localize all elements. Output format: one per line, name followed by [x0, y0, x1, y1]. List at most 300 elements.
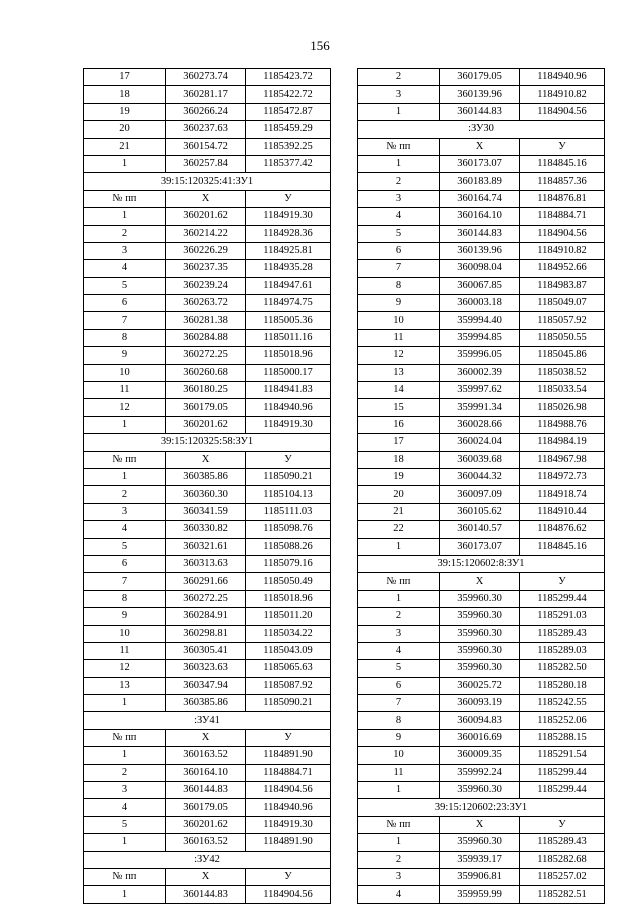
x-coordinate: 360179.05 — [166, 399, 246, 416]
x-coordinate: 360341.59 — [166, 503, 246, 520]
y-coordinate: 1184891.90 — [246, 834, 331, 851]
point-number: 3 — [358, 190, 440, 207]
table-row — [84, 555, 331, 572]
table-row — [358, 173, 605, 190]
y-coordinate: 1184941.83 — [246, 382, 331, 399]
table-row — [358, 764, 605, 781]
column-header-x: X — [166, 868, 246, 885]
table-row — [358, 538, 605, 555]
parcel-title-row — [358, 121, 605, 138]
x-coordinate: 360360.30 — [166, 486, 246, 503]
y-coordinate: 1185065.63 — [246, 660, 331, 677]
y-coordinate: 1184891.90 — [246, 747, 331, 764]
y-coordinate: 1185034.22 — [246, 625, 331, 642]
y-coordinate: 1185252.06 — [520, 712, 605, 729]
x-coordinate: 360163.52 — [166, 747, 246, 764]
parcel-title-row — [84, 173, 331, 190]
table-row — [84, 695, 331, 712]
column-header-x: X — [440, 138, 520, 155]
x-coordinate: 360144.83 — [166, 782, 246, 799]
table-row — [358, 695, 605, 712]
point-number: 20 — [84, 121, 166, 138]
table-row — [358, 503, 605, 520]
table-row — [358, 642, 605, 659]
point-number: 22 — [358, 521, 440, 538]
y-coordinate: 1184919.30 — [246, 816, 331, 833]
column-header-row — [84, 868, 331, 885]
table-row — [358, 190, 605, 207]
point-number: 10 — [84, 364, 166, 381]
table-row — [84, 677, 331, 694]
y-coordinate: 1184972.73 — [520, 468, 605, 485]
column-header-y: У — [246, 451, 331, 468]
x-coordinate: 360179.05 — [166, 799, 246, 816]
point-number: 2 — [358, 608, 440, 625]
y-coordinate: 1185045.86 — [520, 347, 605, 364]
column-header-x: X — [440, 816, 520, 833]
column-header-number: № пп — [84, 451, 166, 468]
x-coordinate: 360044.32 — [440, 468, 520, 485]
x-coordinate: 360024.04 — [440, 434, 520, 451]
x-coordinate: 360281.38 — [166, 312, 246, 329]
table-row — [84, 886, 331, 903]
x-coordinate: 360173.07 — [440, 155, 520, 172]
y-coordinate: 1184876.62 — [520, 521, 605, 538]
column-header-x: X — [166, 729, 246, 746]
y-coordinate: 1185011.20 — [246, 608, 331, 625]
right-column — [357, 68, 605, 904]
table-row — [358, 486, 605, 503]
parcel-title: 39:15:120325:41:ЗУ1 — [84, 173, 331, 190]
point-number: 1 — [84, 208, 166, 225]
point-number: 14 — [358, 382, 440, 399]
y-coordinate: 1185423.72 — [246, 69, 331, 86]
point-number: 12 — [84, 399, 166, 416]
point-number: 1 — [84, 747, 166, 764]
x-coordinate: 360201.62 — [166, 208, 246, 225]
table-row — [358, 886, 605, 903]
table-row — [84, 155, 331, 172]
column-header-number: № пп — [358, 816, 440, 833]
x-coordinate: 360179.05 — [440, 69, 520, 86]
point-number: 1 — [84, 834, 166, 851]
x-coordinate: 360201.62 — [166, 816, 246, 833]
x-coordinate: 360263.72 — [166, 295, 246, 312]
point-number: 4 — [84, 521, 166, 538]
table-row — [358, 729, 605, 746]
x-coordinate: 359960.30 — [440, 590, 520, 607]
point-number: 9 — [84, 608, 166, 625]
y-coordinate: 1185242.55 — [520, 695, 605, 712]
y-coordinate: 1185422.72 — [246, 86, 331, 103]
x-coordinate: 360183.89 — [440, 173, 520, 190]
y-coordinate: 1185104.13 — [246, 486, 331, 503]
x-coordinate: 359939.17 — [440, 851, 520, 868]
y-coordinate: 1185057.92 — [520, 312, 605, 329]
y-coordinate: 1184919.30 — [246, 208, 331, 225]
x-coordinate: 360214.22 — [166, 225, 246, 242]
point-number: 1 — [358, 782, 440, 799]
x-coordinate: 360298.81 — [166, 625, 246, 642]
table-row — [84, 103, 331, 120]
x-coordinate: 360385.86 — [166, 695, 246, 712]
point-number: 3 — [84, 782, 166, 799]
table-row — [84, 782, 331, 799]
x-coordinate: 360144.83 — [440, 103, 520, 120]
x-coordinate: 360313.63 — [166, 555, 246, 572]
x-coordinate: 360237.63 — [166, 121, 246, 138]
y-coordinate: 1185289.43 — [520, 834, 605, 851]
column-header-x: X — [166, 190, 246, 207]
point-number: 7 — [358, 260, 440, 277]
y-coordinate: 1185087.92 — [246, 677, 331, 694]
parcel-title: 39:15:120325:58:ЗУ1 — [84, 434, 331, 451]
x-coordinate: 359997.62 — [440, 382, 520, 399]
table-row — [84, 834, 331, 851]
x-coordinate: 360291.66 — [166, 573, 246, 590]
x-coordinate: 360272.25 — [166, 590, 246, 607]
point-number: 1 — [84, 468, 166, 485]
point-number: 4 — [84, 260, 166, 277]
parcel-title-row — [84, 851, 331, 868]
y-coordinate: 1185005.36 — [246, 312, 331, 329]
y-coordinate: 1185111.03 — [246, 503, 331, 520]
parcel-title-row — [358, 555, 605, 572]
x-coordinate: 359996.05 — [440, 347, 520, 364]
table-row — [84, 242, 331, 259]
table-row — [84, 538, 331, 555]
y-coordinate: 1185459.29 — [246, 121, 331, 138]
y-coordinate: 1184910.82 — [520, 86, 605, 103]
point-number: 3 — [358, 86, 440, 103]
y-coordinate: 1185090.21 — [246, 695, 331, 712]
table-row — [358, 608, 605, 625]
point-number: 3 — [84, 242, 166, 259]
point-number: 1 — [84, 695, 166, 712]
table-row — [358, 625, 605, 642]
table-row — [358, 677, 605, 694]
x-coordinate: 360323.63 — [166, 660, 246, 677]
table-row — [84, 260, 331, 277]
x-coordinate: 359960.30 — [440, 608, 520, 625]
point-number: 18 — [84, 86, 166, 103]
point-number: 17 — [84, 69, 166, 86]
x-coordinate: 359960.30 — [440, 834, 520, 851]
y-coordinate: 1184952.66 — [520, 260, 605, 277]
table-row — [84, 642, 331, 659]
point-number: 5 — [84, 538, 166, 555]
y-coordinate: 1184947.61 — [246, 277, 331, 294]
table-row — [84, 121, 331, 138]
x-coordinate: 360144.83 — [440, 225, 520, 242]
x-coordinate: 360284.88 — [166, 329, 246, 346]
point-number: 5 — [358, 660, 440, 677]
point-number: 11 — [84, 642, 166, 659]
parcel-title-row — [358, 799, 605, 816]
parcel-title: 39:15:120602:8:ЗУ1 — [358, 555, 605, 572]
y-coordinate: 1184940.96 — [520, 69, 605, 86]
point-number: 3 — [358, 625, 440, 642]
parcel-title: :ЗУ41 — [84, 712, 331, 729]
table-row — [84, 468, 331, 485]
y-coordinate: 1184884.71 — [246, 764, 331, 781]
x-coordinate: 359994.85 — [440, 329, 520, 346]
x-coordinate: 360139.96 — [440, 242, 520, 259]
x-coordinate: 360028.66 — [440, 416, 520, 433]
column-header-y: У — [246, 729, 331, 746]
table-row — [84, 312, 331, 329]
x-coordinate: 360257.84 — [166, 155, 246, 172]
y-coordinate: 1185098.76 — [246, 521, 331, 538]
point-number: 5 — [358, 225, 440, 242]
table-row — [358, 242, 605, 259]
column-header-number: № пп — [358, 573, 440, 590]
y-coordinate: 1185018.96 — [246, 347, 331, 364]
y-coordinate: 1185280.18 — [520, 677, 605, 694]
y-coordinate: 1185090.21 — [246, 468, 331, 485]
column-header-y: У — [520, 573, 605, 590]
point-number: 9 — [358, 729, 440, 746]
table-row — [358, 208, 605, 225]
y-coordinate: 1185043.09 — [246, 642, 331, 659]
x-coordinate: 359960.30 — [440, 642, 520, 659]
point-number: 21 — [358, 503, 440, 520]
point-number: 6 — [84, 295, 166, 312]
y-coordinate: 1184845.16 — [520, 538, 605, 555]
y-coordinate: 1185282.50 — [520, 660, 605, 677]
point-number: 10 — [84, 625, 166, 642]
parcel-title-row — [84, 434, 331, 451]
table-row — [358, 468, 605, 485]
x-coordinate: 360164.74 — [440, 190, 520, 207]
y-coordinate: 1184910.82 — [520, 242, 605, 259]
table-row — [84, 208, 331, 225]
y-coordinate: 1185049.07 — [520, 295, 605, 312]
y-coordinate: 1184988.76 — [520, 416, 605, 433]
x-coordinate: 360237.35 — [166, 260, 246, 277]
y-coordinate: 1185000.17 — [246, 364, 331, 381]
x-coordinate: 360025.72 — [440, 677, 520, 694]
table-row — [358, 260, 605, 277]
table-row — [358, 834, 605, 851]
y-coordinate: 1184919.30 — [246, 416, 331, 433]
x-coordinate: 360016.69 — [440, 729, 520, 746]
x-coordinate: 360281.17 — [166, 86, 246, 103]
table-row — [84, 625, 331, 642]
point-number: 9 — [84, 347, 166, 364]
y-coordinate: 1185282.68 — [520, 851, 605, 868]
point-number: 15 — [358, 399, 440, 416]
point-number: 4 — [84, 799, 166, 816]
y-coordinate: 1185011.16 — [246, 329, 331, 346]
y-coordinate: 1184876.81 — [520, 190, 605, 207]
point-number: 3 — [84, 503, 166, 520]
y-coordinate: 1185299.44 — [520, 782, 605, 799]
x-coordinate: 359992.24 — [440, 764, 520, 781]
table-row — [84, 799, 331, 816]
point-number: 1 — [358, 834, 440, 851]
parcel-title: 39:15:120602:23:ЗУ1 — [358, 799, 605, 816]
y-coordinate: 1184984.19 — [520, 434, 605, 451]
table-row — [84, 399, 331, 416]
y-coordinate: 1184925.81 — [246, 242, 331, 259]
y-coordinate: 1185291.03 — [520, 608, 605, 625]
x-coordinate: 359960.30 — [440, 660, 520, 677]
table-row — [358, 451, 605, 468]
x-coordinate: 360105.62 — [440, 503, 520, 520]
column-header-y: У — [246, 190, 331, 207]
table-row — [84, 225, 331, 242]
point-number: 13 — [358, 364, 440, 381]
point-number: 11 — [358, 764, 440, 781]
y-coordinate: 1185392.25 — [246, 138, 331, 155]
y-coordinate: 1184935.28 — [246, 260, 331, 277]
point-number: 10 — [358, 747, 440, 764]
y-coordinate: 1185377.42 — [246, 155, 331, 172]
table-row — [358, 295, 605, 312]
point-number: 11 — [358, 329, 440, 346]
point-number: 2 — [358, 69, 440, 86]
point-number: 4 — [358, 642, 440, 659]
point-number: 1 — [84, 416, 166, 433]
table-row — [358, 712, 605, 729]
right-coordinates-table — [357, 68, 605, 904]
table-row — [358, 364, 605, 381]
table-row — [84, 382, 331, 399]
column-header-x: X — [440, 573, 520, 590]
point-number: 1 — [358, 155, 440, 172]
x-coordinate: 360385.86 — [166, 468, 246, 485]
point-number: 1 — [84, 155, 166, 172]
y-coordinate: 1185088.26 — [246, 538, 331, 555]
column-header-row — [358, 816, 605, 833]
y-coordinate: 1185038.52 — [520, 364, 605, 381]
x-coordinate: 360305.41 — [166, 642, 246, 659]
point-number: 6 — [358, 677, 440, 694]
table-row — [84, 295, 331, 312]
y-coordinate: 1184845.16 — [520, 155, 605, 172]
x-coordinate: 360163.52 — [166, 834, 246, 851]
x-coordinate: 360093.19 — [440, 695, 520, 712]
table-row — [84, 573, 331, 590]
table-row — [358, 312, 605, 329]
table-row — [84, 416, 331, 433]
point-number: 19 — [84, 103, 166, 120]
x-coordinate: 360330.82 — [166, 521, 246, 538]
column-header-number: № пп — [84, 190, 166, 207]
x-coordinate: 360239.24 — [166, 277, 246, 294]
point-number: 7 — [84, 573, 166, 590]
point-number: 1 — [84, 886, 166, 903]
y-coordinate: 1184910.44 — [520, 503, 605, 520]
y-coordinate: 1185291.54 — [520, 747, 605, 764]
parcel-title-row — [84, 712, 331, 729]
table-row — [84, 503, 331, 520]
y-coordinate: 1184857.36 — [520, 173, 605, 190]
table-row — [84, 764, 331, 781]
y-coordinate: 1185257.02 — [520, 868, 605, 885]
page-number: 156 — [310, 38, 330, 53]
y-coordinate: 1184940.96 — [246, 799, 331, 816]
y-coordinate: 1184940.96 — [246, 399, 331, 416]
point-number: 16 — [358, 416, 440, 433]
point-number: 11 — [84, 382, 166, 399]
point-number: 6 — [84, 555, 166, 572]
x-coordinate: 360266.24 — [166, 103, 246, 120]
table-row — [358, 434, 605, 451]
point-number: 20 — [358, 486, 440, 503]
table-row — [358, 103, 605, 120]
y-coordinate: 1185288.15 — [520, 729, 605, 746]
table-row — [84, 69, 331, 86]
y-coordinate: 1185018.96 — [246, 590, 331, 607]
point-number: 6 — [358, 242, 440, 259]
y-coordinate: 1185472.87 — [246, 103, 331, 120]
column-header-row — [84, 451, 331, 468]
table-row — [84, 747, 331, 764]
y-coordinate: 1185026.98 — [520, 399, 605, 416]
x-coordinate: 359906.81 — [440, 868, 520, 885]
table-row — [358, 416, 605, 433]
point-number: 9 — [358, 295, 440, 312]
point-number: 1 — [358, 590, 440, 607]
parcel-title: :ЗУ30 — [358, 121, 605, 138]
point-number: 12 — [358, 347, 440, 364]
point-number: 2 — [358, 851, 440, 868]
table-row — [84, 521, 331, 538]
table-row — [358, 382, 605, 399]
x-coordinate: 360164.10 — [166, 764, 246, 781]
point-number: 2 — [84, 764, 166, 781]
x-coordinate: 360039.68 — [440, 451, 520, 468]
x-coordinate: 360097.09 — [440, 486, 520, 503]
column-header-row — [84, 190, 331, 207]
x-coordinate: 359960.30 — [440, 625, 520, 642]
point-number: 7 — [358, 695, 440, 712]
y-coordinate: 1184904.56 — [520, 225, 605, 242]
point-number: 4 — [358, 208, 440, 225]
x-coordinate: 360321.61 — [166, 538, 246, 555]
x-coordinate: 360094.83 — [440, 712, 520, 729]
left-column — [83, 68, 331, 904]
y-coordinate: 1184967.98 — [520, 451, 605, 468]
y-coordinate: 1185282.51 — [520, 886, 605, 903]
table-row — [358, 225, 605, 242]
table-row — [358, 399, 605, 416]
table-row — [358, 277, 605, 294]
table-row — [84, 347, 331, 364]
y-coordinate: 1184904.56 — [246, 782, 331, 799]
table-row — [358, 747, 605, 764]
point-number: 5 — [84, 816, 166, 833]
x-coordinate: 360164.10 — [440, 208, 520, 225]
table-row — [358, 347, 605, 364]
x-coordinate: 360140.57 — [440, 521, 520, 538]
table-row — [84, 364, 331, 381]
point-number: 17 — [358, 434, 440, 451]
column-header-x: X — [166, 451, 246, 468]
y-coordinate: 1185050.49 — [246, 573, 331, 590]
point-number: 8 — [84, 329, 166, 346]
column-header-number: № пп — [358, 138, 440, 155]
table-row — [84, 329, 331, 346]
point-number: 5 — [84, 277, 166, 294]
y-coordinate: 1184884.71 — [520, 208, 605, 225]
y-coordinate: 1184904.56 — [246, 886, 331, 903]
column-header-y: У — [520, 816, 605, 833]
x-coordinate: 360139.96 — [440, 86, 520, 103]
table-row — [358, 590, 605, 607]
